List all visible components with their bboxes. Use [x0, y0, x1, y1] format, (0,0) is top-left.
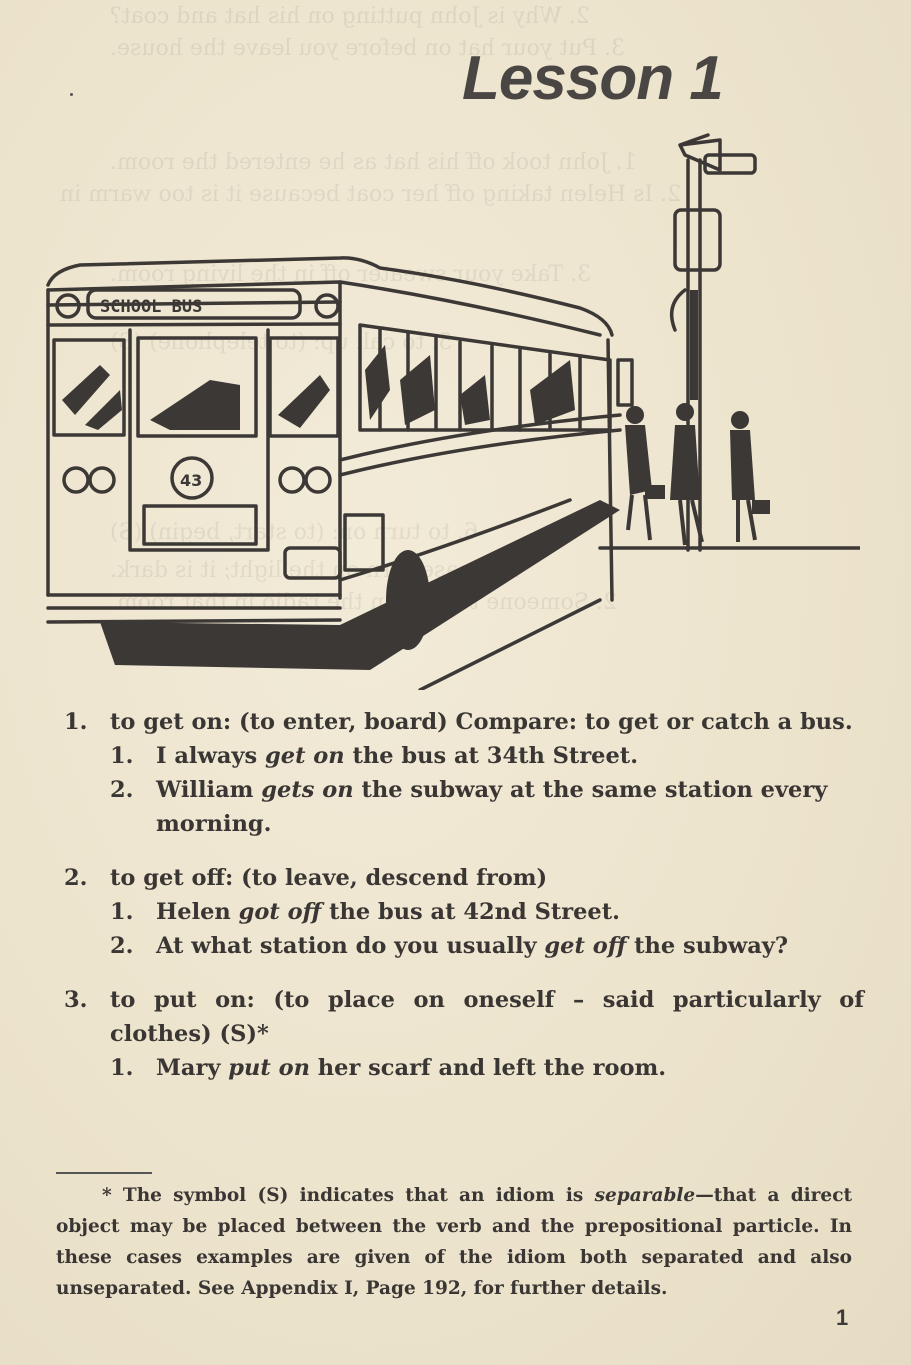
school-bus-illustration	[40, 130, 860, 690]
example-sentence: 2. William gets on the subway at the same station every morning.	[110, 777, 828, 837]
entry-number: 2.	[64, 865, 88, 891]
idiom-heading	[64, 983, 864, 1051]
entry-number: 1.	[64, 709, 88, 735]
idiom-definition: (to enter, board) Compare: to get or catch a bus.	[231, 709, 853, 735]
idiom-term: to get on:	[110, 709, 232, 735]
idiom-definition: (to place on oneself – said particularly of clothes) (S)*	[110, 987, 864, 1047]
footnote-emphasis: separable	[594, 1185, 696, 1206]
bus-sign-text: SCHOOL BUS	[100, 297, 203, 317]
idiom-heading	[64, 861, 864, 895]
idiom-highlight: put on	[228, 1055, 310, 1081]
idiom-definition: (to leave, descend from)	[233, 865, 548, 891]
footnote: * The symbol (S) indicates that an idiom is separable—that a direct object may be placed between the verb and the prepositional particle. In these cases examples are given of the idiom both separated and also unseparated. See Appendix I, Page 192, for further details.	[56, 1185, 853, 1299]
lesson-title: Lesson 1	[462, 44, 723, 113]
example-sentence: 1. I always get on the bus at 34th Street.	[110, 743, 639, 769]
idiom-list	[64, 705, 864, 1085]
idiom-highlight: get on	[265, 743, 345, 769]
example-sentence: 2. At what station do you usually get off the subway?	[110, 933, 789, 959]
route-number: 43	[180, 471, 203, 490]
example-sentence: 1. Helen got off the bus at 42nd Street.	[110, 899, 620, 925]
idiom-entry-1	[64, 705, 864, 841]
show-through-text: 2. Why is John putting on his hat and coat? 3. Put your hat on before you leave the house. 1. John took off his hat as he entered the room. 2. Is Helen taking off her coat because it is too warm in 3. Take your sweater off in the living room. 5. to call up: (to telephone) (S) 6. to turn on: (to start, begin) (S) 1. Please turn on the light; it is dark. 2. Someone turned on the radio in that room.	[60, 4, 682, 615]
entry-number: 3.	[64, 987, 88, 1013]
idiom-highlight: gets on	[261, 777, 354, 803]
stray-mark	[70, 93, 73, 96]
idiom-heading	[64, 705, 864, 739]
idiom-highlight: get off	[544, 933, 627, 959]
page-number: 1	[836, 1305, 849, 1330]
idiom-term: to get off:	[110, 865, 234, 891]
example-sentence: 1. Mary put on her scarf and left the room.	[110, 1055, 667, 1081]
idiom-entry-3	[64, 983, 864, 1085]
idiom-term: to put on:	[110, 987, 255, 1013]
footnote-divider	[56, 1172, 152, 1174]
idiom-entry-2	[64, 861, 864, 963]
idiom-highlight: got off	[238, 899, 322, 925]
